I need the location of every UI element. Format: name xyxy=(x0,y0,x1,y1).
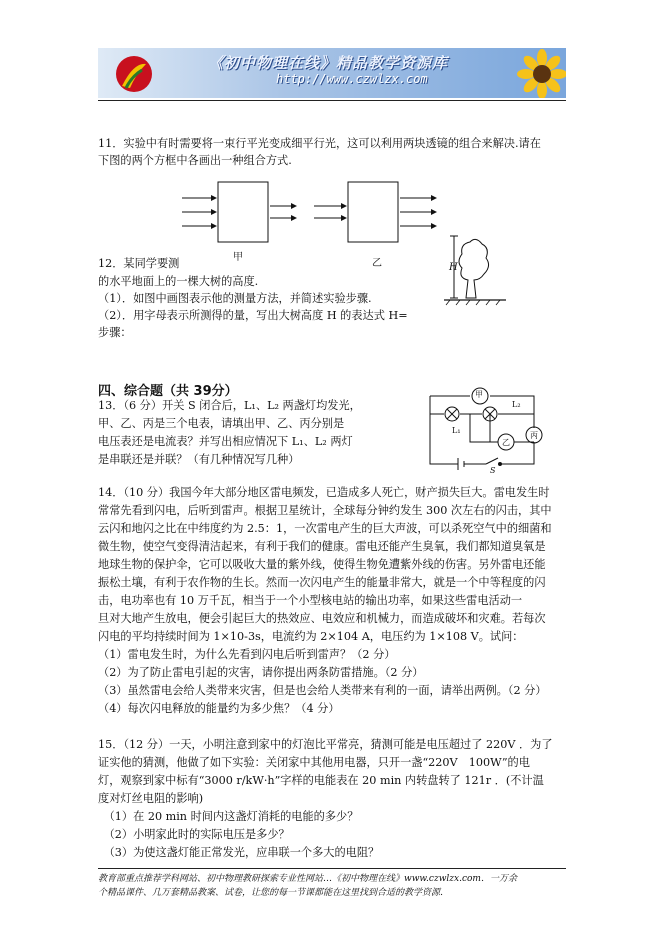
q14-line-4: 微生物，使空气变得清洁起来，有利于我们的健康。雷电还能产生臭氧，我们都知道臭氧是 xyxy=(98,540,546,553)
q12-line-1: 12．某同学要测 xyxy=(98,257,180,270)
q14-line-3: 云闪和地闪之比在中纬度约为 2.5：1，一次雷电产生的巨大声波，可以杀死空气中的细菌和 xyxy=(98,522,552,535)
q15-line-4: 度对灯丝电阻的影响) xyxy=(98,792,204,805)
q11-lens-figure xyxy=(180,180,440,246)
label-jia: 甲 xyxy=(233,252,243,263)
circuit-diagram xyxy=(426,384,548,472)
q14-line-11: （2）为了防止雷电引起的灾害，请你提出两条防雷措施。（2 分） xyxy=(98,666,424,679)
q14-line-9: 闪电的平均持续时间为 1×10-3s，电流约为 2×104 A，电压约为 1×108 V。试问： xyxy=(98,630,524,643)
q14-line-10: （1）雷电发生时，为什么先看到闪电后听到雷声？（2 分） xyxy=(98,648,396,661)
q14-line-5: 地球生物的保护伞，它可以吸收大量的紫外线，使得生物免遭紫外线的伤害。另外雷电还能 xyxy=(98,558,546,571)
label-yi: 乙 xyxy=(372,258,382,269)
sunflower-icon xyxy=(514,48,566,98)
footer-line-1: 教育部重点推荐学科网站、初中物理教研探索专业性网站…《初中物理在线》www.czwlzx.com．一万余 xyxy=(98,874,517,884)
q15-line-3: 灯，观察到家中标有“3000 r/kW·h”字样的电能表在 20 min 内转盘转了 121r ．(不计温 xyxy=(98,774,544,787)
q14-line-7: 击，电功率也有 10 万千瓦，相当于一个小型核电站的输出功率，如果这些雷电活动一 xyxy=(98,594,523,607)
box-a xyxy=(218,182,268,242)
q11-line-1: 11．实验中有时需要将一束行平光变成细平行光，这可以利用两块透镜的组合来解决.请在 xyxy=(98,137,541,150)
q12-line-3: （1）．如图中画图表示他的测量方法，并简述实验步骤. xyxy=(98,292,372,305)
footer-line-2: 个精品课件、几万套精品教案、试卷，让您的每一节课都能在这里找到合适的教学资源． xyxy=(98,888,450,898)
q14-line-6: 振松土壤，有利于农作物的生长。然而一次闪电产生的能量非常大，就是一个中等程度的闪 xyxy=(98,576,546,589)
q15-line-2: 证实他的猜测，他做了如下实验：关闭家中其他用电器，只开一盏“220V 100W”的电 xyxy=(98,756,530,769)
meter-yi-label: 乙 xyxy=(502,438,510,447)
q15-line-6: （2）小明家此时的实际电压是多少？ xyxy=(98,828,290,841)
q15-line-7: （3）为使这盏灯能正常发光，应串联一个多大的电阻？ xyxy=(98,846,380,859)
q12-line-4: （2）．用字母表示所测得的量，写出大树高度 H 的表达式 H= xyxy=(98,309,408,322)
header-banner xyxy=(98,48,566,98)
q13-line-4: 是串联还是并联？（有几种情况写几种） xyxy=(98,453,300,466)
height-label: H xyxy=(449,262,458,273)
q12-line-2: 的水平地面上的一棵大树的高度. xyxy=(98,275,259,288)
section-title: 四、综合题（共 39分） xyxy=(98,384,238,399)
lamp1-label: L₁ xyxy=(452,426,461,435)
meter-bing-label: 丙 xyxy=(530,431,538,440)
box-b xyxy=(348,182,398,242)
q13-line-1: 13．（6 分）开关 S 闭合后，L₁、L₂ 两盏灯均发光， xyxy=(98,399,361,412)
q15-line-1: 15．（12 分）一天，小明注意到家中的灯泡比平常亮，猜测可能是电压超过了 220V ．为了 xyxy=(98,738,553,751)
q12-line-5: 步骤： xyxy=(98,326,132,339)
footer-rule xyxy=(98,868,566,869)
banner-url[interactable]: http://www.czwlzx.com xyxy=(276,72,428,86)
q14-line-1: 14．（10 分）我国今年大部分地区雷电频发，已造成多人死亡，财产损失巨大。雷电发生时 xyxy=(98,486,550,499)
switch-label: S xyxy=(490,466,496,475)
q11-line-2: 下图的两个方框中各画出一种组合方式. xyxy=(98,154,292,167)
logo-icon xyxy=(112,52,156,94)
q13-line-2: 甲、乙、丙是三个电表，请填出甲、乙、丙分别是 xyxy=(98,417,345,430)
header-rule xyxy=(98,100,566,101)
lamp2-label: L₂ xyxy=(512,400,521,409)
q15-line-5: （1）在 20 min 时间内这盏灯消耗的电能的多少？ xyxy=(98,810,359,823)
banner-title: 《初中物理在线》精品教学资源库 xyxy=(208,54,449,72)
q14-line-8: 旦对大地产生放电，便会引起巨大的热效应、电效应和机械力，而造成破坏和灾难。若每次 xyxy=(98,612,546,625)
q14-line-12: （3）虽然雷电会给人类带来灾害，但是也会给人类带来有利的一面，请举出两例。（2 分） xyxy=(98,684,547,697)
q14-line-2: 常常先看到闪电，后听到雷声。根据卫星统计，全球每分钟约发生 300 次左右的闪击，其中 xyxy=(98,504,552,517)
q13-line-3: 电压表还是电流表？并写出相应情况下 L₁、L₂ 两灯 xyxy=(98,435,353,448)
meter-jia-label: 甲 xyxy=(475,390,483,399)
q14-line-13: （4）每次闪电释放的能量约为多少焦？（4 分） xyxy=(98,702,340,715)
